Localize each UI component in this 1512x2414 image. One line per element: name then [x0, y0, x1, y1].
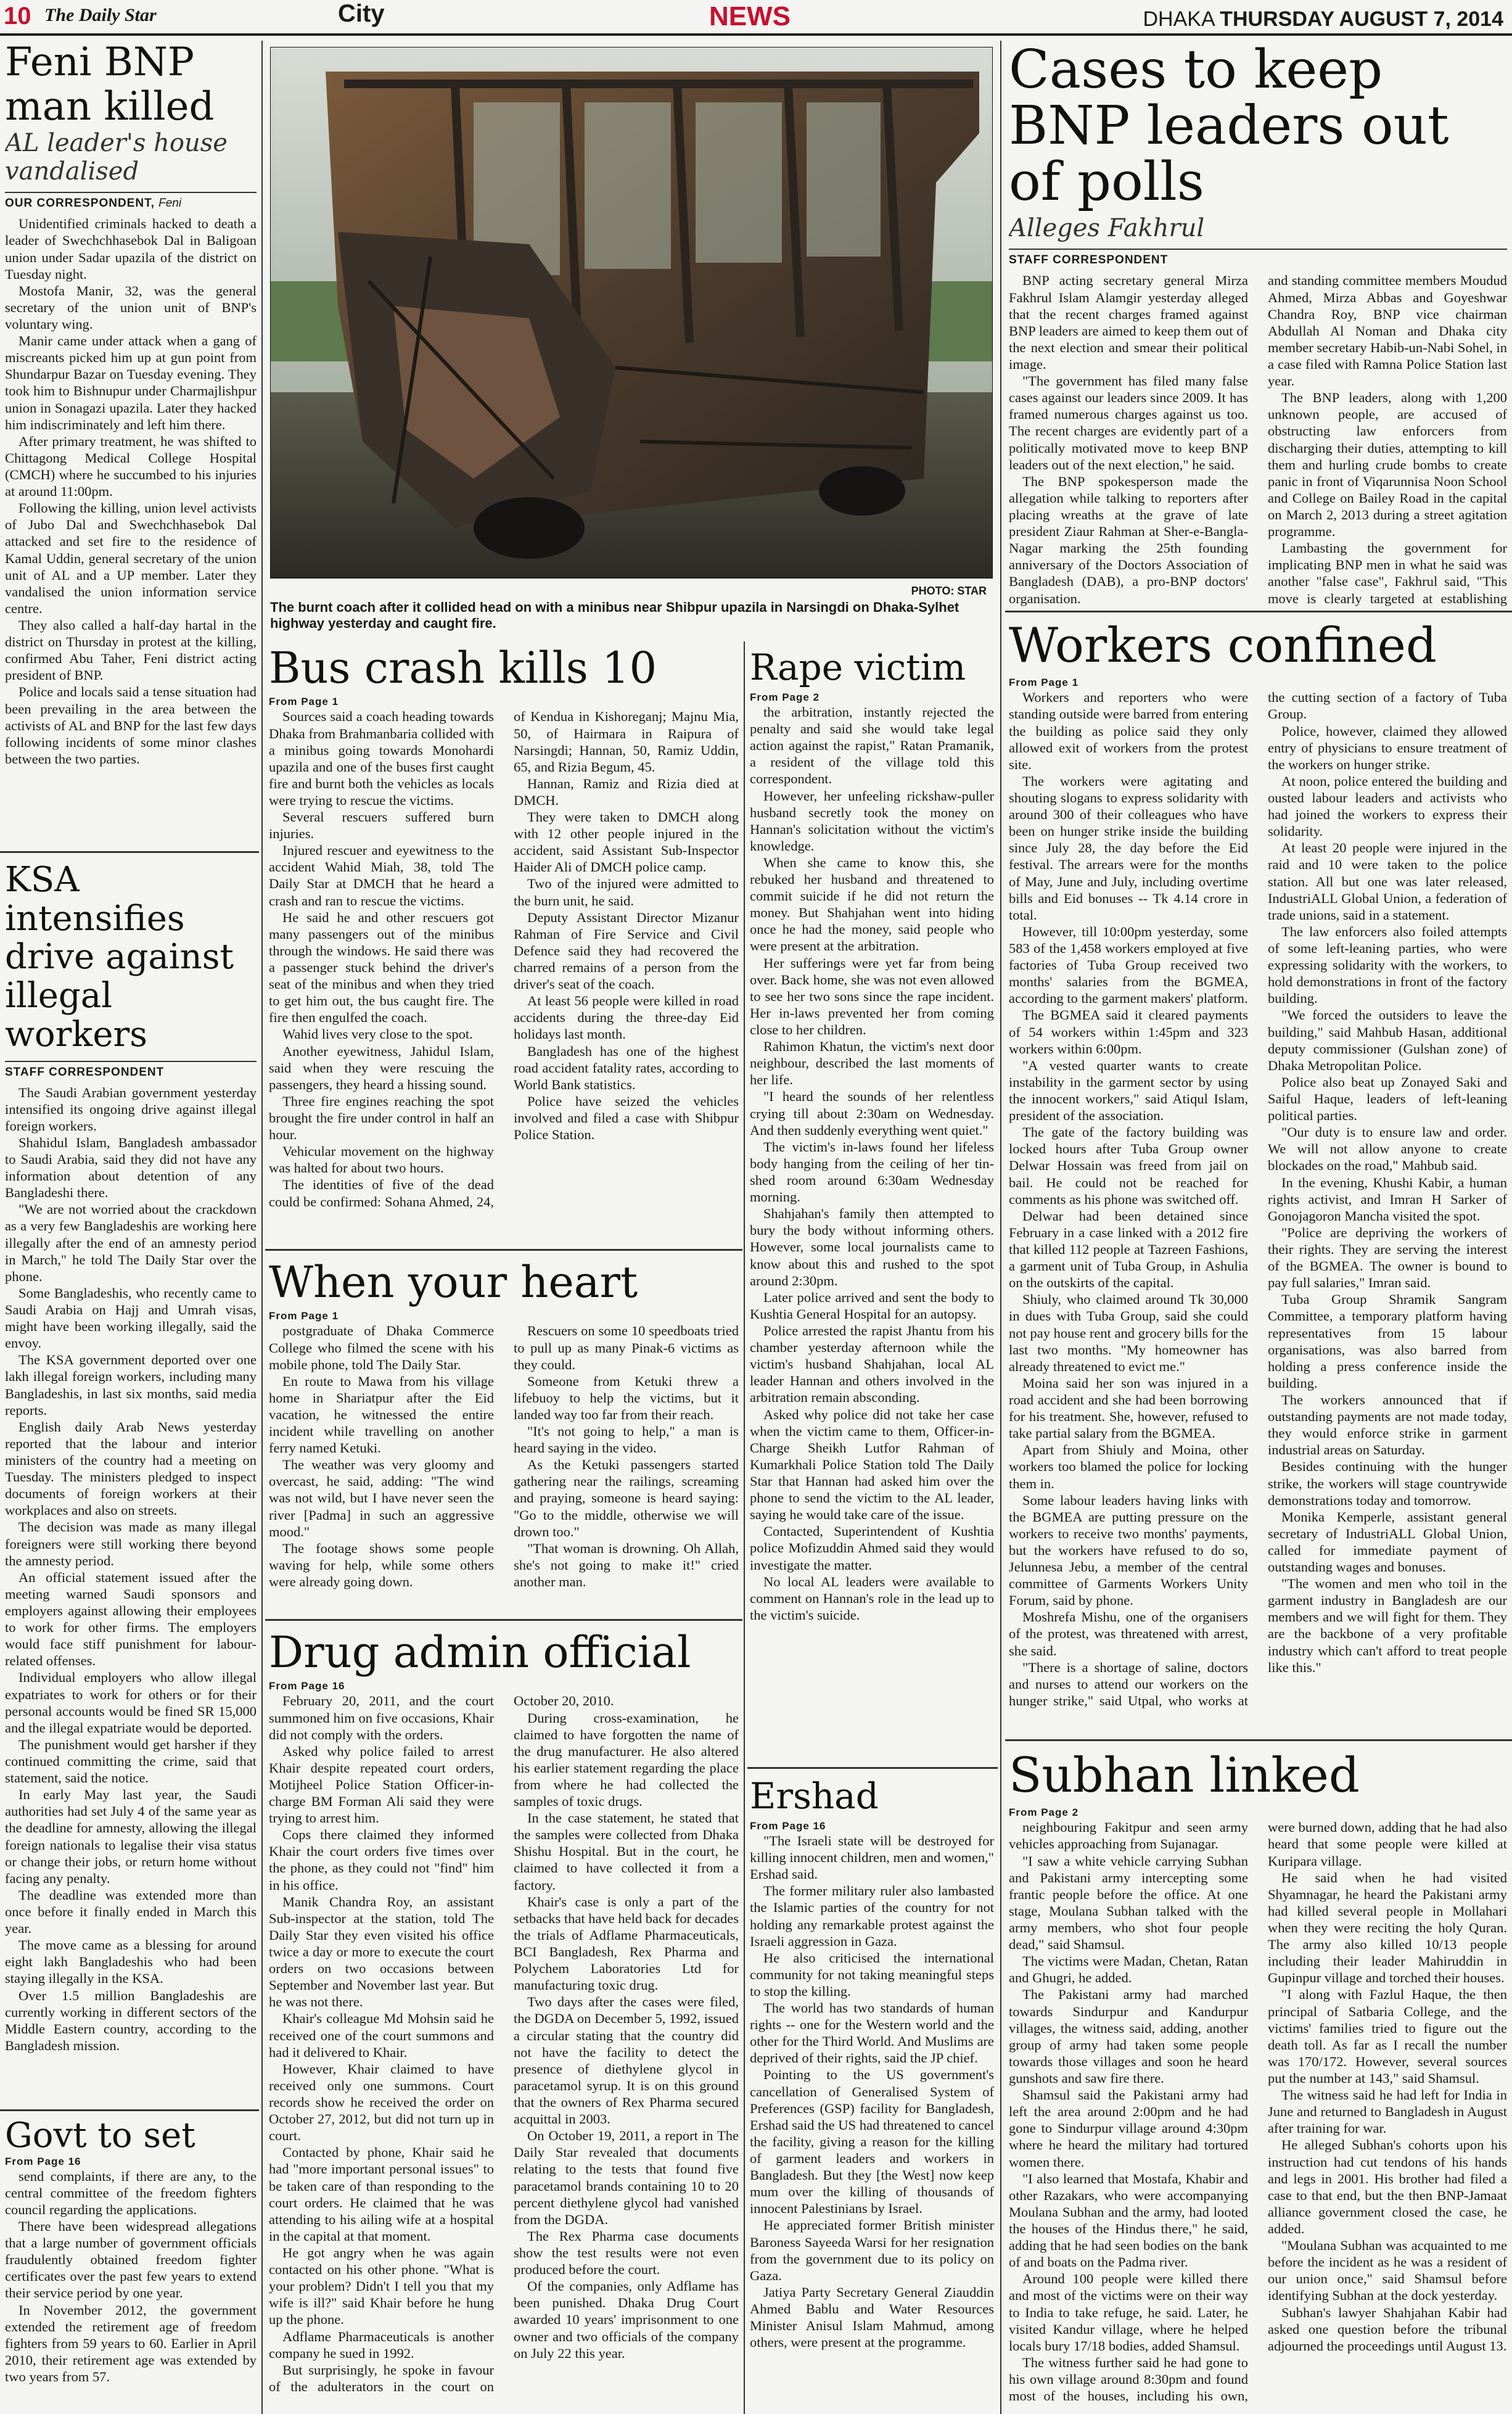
- paragraph: "There is a shortage of saline, doctors and nurses to attend our workers on the hunger strike," said Utpal, who works at the cutting section of a factory of Tuba Group.: [1009, 690, 1507, 1708]
- paragraph: In the case statement, he stated that the samples were collected from Dhaka Shishu Hospital. But in the court, he claimed to have collected it from a factory.: [514, 1810, 739, 1893]
- paragraph: send complaints, if there are any, to the central committee of the freedom fighters council regarding the applications.: [5, 2168, 257, 2217]
- paragraph: Asked why police did not take her case when the victim came to them, Officer-in-Charge Sheikh Lutfor Rahman of Kumarkhali Police Station told The Daily Star that Hannan had asked him over the phone to send the victim to the AL leader, saying he would take care of the issue.: [750, 1406, 994, 1523]
- paragraph: On October 19, 2011, a report in The Daily Star revealed that documents relating to the tests that found five paracetamol brands containing 10 to 20 percent diethylene glycol had vanished from the DGDA.: [514, 2128, 739, 2227]
- paragraph: Besides continuing with the hunger strike, the workers will stage countrywide demonstrations today and tomorrow.: [1268, 1459, 1507, 1508]
- paragraph: "That woman is drowning. Oh Allah, she's not going to make it!" cried another man.: [514, 1540, 739, 1590]
- paragraph: The workers announced that if outstanding payments are not made today, they would enforce strike in garment industrial areas on Saturday.: [1268, 1391, 1507, 1458]
- headline: Bus crash kills 10: [269, 644, 657, 693]
- paragraph: "A vested quarter wants to create instability in the garment sector by using the innocent workers," said Atiqul Islam, president of the association.: [1009, 1057, 1248, 1124]
- divider: [265, 1619, 742, 1621]
- paragraph: February 20, 2011, and the court summoned him on five occasions, Khair did not comply with the orders.: [269, 1693, 494, 1742]
- paragraph: The workers were agitating and shouting slogans to express solidarity with around 300 of their colleagues who have been on hunger strike inside the building since July 28, the day before the Eid festival. The arrears were for the months of May, June and July, including overtime bills and Eid bonuses -- Tk 4.14 crore in total.: [1009, 773, 1248, 923]
- byline: STAFF CORRESPONDENT: [5, 1061, 257, 1079]
- paragraph: Tuba Group Shramik Sangram Committee, a temporary platform having representatives from 15 labour organisations, was also barred from holding a press conference inside the building.: [1268, 1291, 1507, 1391]
- paragraph: "I also learned that Mostafa, Khabir and other Razakars, who were accompanying Moulana Subhan and the army, had looted the houses of the Hindus there," he said, adding that he had seen bodies on the bank of and boats on the Padma river.: [1009, 2170, 1248, 2270]
- headline: Rape victim: [750, 648, 966, 688]
- paragraph: Contacted by phone, Khair said he had "more important personal issues" to be taken care of than responding to the court orders. He claimed that he was attending to his ailing wife at a hospital in the capital at that moment.: [269, 2144, 494, 2244]
- article-body: [269, 708, 739, 1220]
- paragraph: Rescuers on some 10 speedboats tried to pull up as many Pinak-6 victims as they could.: [514, 1323, 739, 1372]
- headline: KSA intensifies drive against illegal workers: [5, 861, 234, 1055]
- article-govt: [5, 2117, 257, 2414]
- paragraph: The BNP spokesperson made the allegation while talking to reporters after placing wreaths at the grave of late president Ziaur Rahman at Sher-e-Bangla-Nagar marking the 25th founding anniversary of the Doctors Association of Bangladesh (DAB), a pro-BNP doctors' organisation.: [1009, 473, 1248, 606]
- paragraph: The Pakistani army had marched towards Sindurpur and Kandurpur villages, the witness said, adding, another group of army had taken some people towards those villages and soon he heard gunshots and saw fire there.: [1009, 1987, 1248, 2086]
- paragraph: Police also beat up Zonayed Saki and Saiful Haque, leaders of left-leaning political parties.: [1268, 1074, 1507, 1124]
- paragraph: Jatiya Party Secretary General Ziauddin Ahmed Bablu and Water Resources Minister Anisul Islam Mahmud, among others, were present at the programme.: [750, 2284, 994, 2350]
- paragraph: "Moulana Subhan was acquainted to me before the incident as he was a resident of our union once," said Shamsul before identifying Subhan at the dock yesterday.: [1268, 2238, 1507, 2304]
- paragraph: Two days after the cases were filed, the DGDA on December 5, 1992, issued a circular stating that the country did not have the facility to detect the presence of diethylene glycol in paracetamol syrup. It is on this ground that the owners of Rex Pharma secured acquittal in 2003.: [514, 1994, 739, 2127]
- paragraph: The gate of the factory building was locked hours after Tuba Group owner Delwar Hossain was freed from jail on bail. He could not be reached for comments as his phone was switched off.: [1009, 1124, 1248, 1207]
- divider: [1005, 611, 1512, 612]
- headline: When your heart: [269, 1258, 638, 1308]
- dateline: DHAKA THURSDAY AUGUST 7, 2014: [1143, 7, 1503, 31]
- paragraph: Manik Chandra Roy, an assistant Sub-inspector at the station, told The Daily Star they even visited his office twice a day or more to execute the court orders on two occasions between September and November last year. But he was not there.: [269, 1893, 494, 2010]
- paragraph: Khair's case is only a part of the setbacks that have held back for decades the trials of Adflame Pharmaceuticals, BCI Bangladesh, Rex Pharma and Polychem Laboratories Ltd for manufacturing toxic drug.: [514, 1893, 739, 1993]
- article-body: [1009, 689, 1507, 1725]
- paragraph: "I heard the sounds of her relentless crying till about 2:30am on Wednesday. And then suddenly everything went quiet.": [750, 1089, 994, 1138]
- jump-line: From Page 2: [750, 691, 820, 703]
- paragraph: At least 20 people were injured in the raid and 10 were taken to the police station. All but one was later released, IndustriALL Global Union, a federation of trade unions, said in a statement.: [1268, 840, 1507, 923]
- paragraph: Rahimon Khatun, the victim's next door neighbour, described the last moments of her life.: [750, 1039, 994, 1088]
- paragraph: Vehicular movement on the highway was halted for about two hours.: [269, 1143, 494, 1176]
- paragraph: Her sufferings were yet far from being over. Back home, she was not even allowed to see her two sons since the rape incident. Her in-laws prevented her from coming close to her children.: [750, 955, 994, 1038]
- article-body: [269, 1692, 739, 2408]
- paragraph: Later police arrived and sent the body to Kushtia General Hospital for an autopsy.: [750, 1289, 994, 1322]
- paragraph: During cross-examination, he claimed to have forgotten the name of the drug manufacturer. He also altered his earlier statement regarding the place from where he had collected the samples of toxic drugs.: [514, 1710, 739, 1810]
- paragraph: Police arrested the rapist Jhantu from his chamber yesterday afternoon while the victim's husband Shahjahan, local AL leader Hannan and others involved in the arbitration remain absconding.: [750, 1323, 994, 1406]
- paragraph: When she came to know this, she rebuked her husband and threatened to commit suicide if he did not return the money. But Shahjahan went into hiding once he had the money, said people who were present at the arbitration.: [750, 854, 994, 954]
- article-ershad: [750, 1776, 994, 2414]
- masthead-logo: The Daily Star: [44, 5, 157, 25]
- paragraph: Adflame Pharmaceuticals is another company he sued in 1992.: [269, 2328, 494, 2361]
- paragraph: Unidentified criminals hacked to death a leader of Swechchhasebok Dal in Baligoan union under Sadar upazila of the district on Tuesday night.: [5, 216, 257, 282]
- paragraph: However, her unfeeling rickshaw-puller husband secretly took the money on Hannan's solicitation without the victim's knowledge.: [750, 788, 994, 854]
- paragraph: Moina said her son was injured in a road accident and she had been borrowing for his treatment. She, however, refused to take partial salary from the BGMEA.: [1009, 1375, 1248, 1441]
- paragraph: the arbitration, instantly rejected the penalty and said she would take legal action against the rapist," Ratan Pramanik, a resident of the village told this correspondent.: [750, 704, 994, 787]
- article-body: [5, 2168, 257, 2385]
- paragraph: The BNP leaders, along with 1,200 unknown people, are accused of obstructing law enforcers from discharging their duties, attempting to kill them and hurling crude bombs to create panic in front of Viqarunnisa Noon School and College on Bailey Road in the capital on March 2, 2013 during a street agitation programme.: [1268, 390, 1507, 540]
- divider: [0, 851, 259, 853]
- paragraph: "Police are depriving the workers of their rights. They are serving the interest of the BGMEA. The owner is bound to pay full salaries," Imran said.: [1268, 1224, 1507, 1291]
- paragraph: Following the killing, union level activists of Jubo Dal and Swechchhasebok Dal attacked and set fire to the residence of Kamal Uddin, general secretary of the union unit of AL and a UP member. Later they vandalised the union information service centre.: [5, 500, 257, 616]
- paragraph: Asked why police failed to arrest Khair despite repeated court orders, Motijheel Police Station Officer-in-charge BM Forman Ali said they were trying to arrest him.: [269, 1743, 494, 1826]
- headline: Ershad: [750, 1776, 879, 1817]
- paragraph: "We forced the outsiders to leave the building," said Mahbub Hasan, additional deputy commissioner (Gulshan zone) of Dhaka Metropolitan Police.: [1268, 1007, 1507, 1073]
- paragraph: Deputy Assistant Director Mizanur Rahman of Fire Service and Civil Defence said they had recovered the charred remains of a person from the driver's seat of the coach.: [514, 909, 739, 992]
- article-body: [1009, 1819, 1507, 2411]
- paragraph: Hannan, Ramiz and Rizia died at DMCH.: [514, 775, 739, 808]
- paragraph: Three fire engines reaching the spot brought the fire under control in half an hour.: [269, 1093, 494, 1143]
- paragraph: But surprisingly, he spoke in favour of the adulterators in the court on October 20, 2010.: [269, 1693, 614, 2394]
- paragraph: Individual employers who allow illegal expatriates to work for others or for their personal accounts would be fined SR 15,000 and the illegal expatriate would be deported.: [5, 1670, 257, 1736]
- jump-line: From Page 1: [269, 1310, 339, 1322]
- paragraph: As the Ketuki passengers started gathering near the railings, screaming and praying, someone is heard saying: "Go to the middle, otherwise we will drown too.": [514, 1457, 739, 1539]
- paragraph: After primary treatment, he was shifted to Chittagong Medical College Hospital (CMCH) where he succumbed to his injuries at around 11:00pm.: [5, 433, 257, 500]
- paragraph: The world has two standards of human rights -- one for the Western world and the other for the Third World. And Muslims are deprived of their rights, said the JP chief.: [750, 2000, 994, 2066]
- jump-line: From Page 16: [269, 1680, 345, 1692]
- column-rule: [261, 41, 263, 2414]
- paragraph: However, Khair claimed to have received only one summons. Court records show he received the order on October 27, 2012, but did not turn up in court.: [269, 2061, 494, 2144]
- paragraph: Several rescuers suffered burn injuries.: [269, 809, 494, 842]
- paragraph: The victims were Madan, Chetan, Ratan and Ghugri, he added.: [1009, 1953, 1248, 1986]
- paragraph: They were taken to DMCH along with 12 other people injured in the accident, said Assistant Sub-Inspector Haider Ali of DMCH police camp.: [514, 809, 739, 875]
- paragraph: Someone from Ketuki threw a lifebuoy to help the victims, but it landed way too far from their reach.: [514, 1373, 739, 1422]
- photo-credit: PHOTO: STAR: [911, 585, 987, 597]
- page-header: [0, 0, 1512, 36]
- paragraph: Police, however, claimed they allowed entry of physicians to ensure treatment of the workers on hunger strike.: [1268, 723, 1507, 772]
- paragraph: They also called a half-day hartal in the district on Thursday in protest at the killing, confirmed Abu Taher, Feni district acting president of BNP.: [5, 617, 257, 683]
- paragraph: At least 56 people were killed in road accidents during the three-day Eid holidays last month.: [514, 993, 739, 1042]
- paragraph: Subhan's lawyer Shahjahan Kabir had asked one question before the tribunal adjourned the proceedings until August 13.: [1268, 2304, 1507, 2354]
- paragraph: "I along with Fazlul Haque, the then principal of Satbaria College, and the victims' families tried to figure out the death toll. As far as I recall the number was 170/172. However, several sources put the number at 143," said Shamsul.: [1268, 1987, 1507, 2086]
- paragraph: "The Israeli state will be destroyed for killing innocent children, men and women," Ershad said.: [750, 1832, 994, 1882]
- paragraph: Some Bangladeshis, who recently came to Saudi Arabia on Hajj and Umrah visas, might have been working illegally, said the envoy.: [5, 1285, 257, 1351]
- paragraph: Injured rescuer and eyewitness to the accident Wahid Miah, 38, told The Daily Star at DMCH that he heard a crash and ran to rescue the victims.: [269, 842, 494, 908]
- paragraph: Bangladesh has one of the highest road accident fatality rates, according to World Bank statistics.: [514, 1043, 739, 1092]
- divider: [747, 1767, 998, 1769]
- article-body: [5, 1084, 257, 2054]
- jump-line: From Page 1: [269, 696, 339, 708]
- paragraph: Pointing to the US government's cancellation of Generalised System of Preferences (GSP) facility for Bangladesh, Ershad said the US had threatened to cancel the facility, giving a reason for the killing of garment leaders and workers in Bangladesh. But they [the West] now keep mum over the killing of thousands of innocent Palestinians by Israel.: [750, 2067, 994, 2217]
- article-drug-admin: [269, 1628, 739, 2414]
- kicker: AL leader's house vandalised: [5, 129, 228, 186]
- article-body: [1009, 272, 1507, 607]
- article-ksa: [5, 861, 257, 2104]
- paragraph: He appreciated former British minister Baroness Sayeeda Warsi for her resignation from the government due to its policy on Gaza.: [750, 2217, 994, 2283]
- paragraph: The deadline was extended more than once before it finally ended in March this year.: [5, 1887, 257, 1937]
- paragraph: and standing committee members Moudud Ahmed, Mirza Abbas and Goyeshwar Chandra Roy, BNP vice chairman Abdullah Al Noman and Dhaka city member secretary Habib-un-Nabi Sohel, in a case filed with Ramna Police Station last year.: [1268, 273, 1507, 389]
- paragraph: "It's not going to help," a man is heard saying in the video.: [514, 1423, 739, 1456]
- paragraph: Police have seized the vehicles involved and filed a case with Shibpur Police Station.: [514, 1093, 739, 1143]
- section-header: NEWS: [709, 1, 791, 31]
- article-body: [750, 704, 994, 1623]
- paragraph: Khair's colleague Md Mohsin said he received one of the court summons and had it delivered to Khair.: [269, 2011, 494, 2060]
- page-number: 10: [4, 2, 31, 30]
- paragraph: In November 2012, the government extended the retirement age of freedom fighters from 59 years to 60. Earlier in April 2010, their retirement age was extended by two years from 57.: [5, 2302, 257, 2385]
- headline: Govt to set: [5, 2117, 195, 2156]
- paragraph: "Our duty is to ensure law and order. We will not allow anyone to create blockades on the road," Mahbub said.: [1268, 1124, 1507, 1174]
- paragraph: The Saudi Arabian government yesterday intensified its ongoing drive against illegal foreign workers.: [5, 1084, 257, 1134]
- paragraph: postgraduate of Dhaka Commerce College who filmed the scene with his mobile phone, told The Daily Star.: [269, 1323, 494, 1372]
- paragraph: The KSA government deported over one lakh illegal foreign workers, including many Bangladeshis, in last six months, said media reports.: [5, 1352, 257, 1418]
- paragraph: No local AL leaders were available to comment on Hannan's role in the lead up to the victim's suicide.: [750, 1573, 994, 1623]
- divider: [265, 1249, 742, 1251]
- paragraph: Over 1.5 million Bangladeshis are currently working in different sectors of the Middle Eastern country, according to the Bangladesh mission.: [5, 1987, 257, 2053]
- paragraph: Manir came under attack when a gang of miscreants picked him up at gun point from Shundarpur Bazar on Tuesday evening. They took him to Bishnupur under Charmajlishpur union in Sonagazi upazila. Later they hacked him indiscriminately and left him there.: [5, 333, 257, 432]
- paragraph: The witness further said he had gone to his own village around 8:30pm and found most of the houses, including his own, were burned down, adding that he had also heard that some people were killed at Kuripara village.: [1009, 1819, 1507, 2404]
- paragraph: Cops there claimed they informed Khair the court orders five times over the phone, as they could not "find" him in his office.: [269, 1827, 494, 1893]
- article-when-your-heart: [269, 1258, 739, 1616]
- paragraph: An official statement issued after the meeting warned Saudi sponsors and employers against allowing their employees to work for other firms. The employers would face stiff punishment for labour-related offenses.: [5, 1569, 257, 1669]
- headline: Cases to keep BNP leaders out of polls: [1009, 42, 1449, 213]
- paragraph: The decision was made as many illegal foreigners were still working there beyond the amnesty period.: [5, 1519, 257, 1568]
- paragraph: Mostofa Manir, 32, was the general secretary of the union unit of BNP's voluntary wing.: [5, 282, 257, 332]
- paragraph: At noon, police entered the building and ousted labour leaders and activists who had joined the workers to express their solidarity.: [1268, 773, 1507, 839]
- paragraph: The victim's in-laws found her lifeless body hanging from the ceiling of her tin-shed room around 6:30am Wednesday morning.: [750, 1139, 994, 1205]
- paragraph: Delwar had been detained since February in a case linked with a 2012 fire that killed 112 people at Tazreen Fashions, a garment unit of Tuba Group, in Ashulia on the outskirts of the capital.: [1009, 1208, 1248, 1291]
- paragraph: He said he and other rescuers got many passengers out of the minibus through the windows. He said there was a passenger stuck behind the driver's seat of the minibus and when they tried to get him out, the bus caught fire. The fire then engulfed the coach.: [269, 909, 494, 1026]
- article-body: [5, 215, 257, 767]
- headline: Workers confined: [1009, 619, 1437, 674]
- kicker: Alleges Fakhrul: [1009, 214, 1205, 243]
- paragraph: Shiuly, who claimed around Tk 30,000 in dues with Tuba Group, said she could not pay house rent and grocery bills for the last two months. "My homeowner has already threatened to evict me.": [1009, 1291, 1248, 1374]
- paragraph: Monika Kemperle, assistant general secretary of IndustriALL Global Union, called for immediate payment of outstanding wages and bonuses.: [1268, 1509, 1507, 1575]
- paragraph: Wahid lives very close to the spot.: [282, 1026, 473, 1042]
- paragraph: The witness said he had left for India in June and returned to Bangladesh in August after training for war.: [1268, 2087, 1507, 2136]
- burnt-bus-image: [270, 47, 993, 579]
- paragraph: Around 100 people were killed there and most of the victims were on their way to India to take refuge, he said. Later, he visited Kandur village, where he helped locals bury 17/18 bodies, added Shamsul.: [1009, 2271, 1248, 2354]
- paragraph: There have been widespread allegations that a large number of government officials fraudulently obtained freedom fighter certificates over the past few years to extend their service period by one year.: [5, 2218, 257, 2301]
- jump-line: From Page 2: [1009, 1806, 1079, 1819]
- paragraph: In the evening, Khushi Kabir, a human rights activist, and Imran H Sarker of Gonojagoron Mancha visited the spot.: [1268, 1174, 1507, 1224]
- paragraph: He got angry when he was again contacted on his other phone. "What is your problem? Didn't I tell you that my wife is ill?" said Khair before he hung up the phone.: [269, 2245, 494, 2328]
- paragraph: He alleged Subhan's cohorts upon his instruction had cut tendons of his hands and legs in 2001. His brother had filed a case to that end, but the then BNP-Jamaat alliance government closed the case, he added.: [1268, 2137, 1507, 2236]
- paragraph: En route to Mawa from his village home in Shariatpur after the Eid vacation, he witnessed the entire incident while travelling on another ferry named Ketuki.: [269, 1373, 494, 1456]
- paragraph: The former military ruler also lambasted the Islamic parties of the country for not holding any remarkable protest against the Israeli aggression in Gaza.: [750, 1883, 994, 1949]
- paragraph: neighbouring Fakitpur and seen army vehicles approaching from Sujanagar.: [1009, 1819, 1248, 1852]
- paragraph: BNP acting secretary general Mirza Fakhrul Islam Alamgir yesterday alleged that the recent charges framed against BNP leaders are aimed to keep them out of the next election and smear their political image.: [1009, 273, 1248, 373]
- paragraph: However, till 10:00pm yesterday, some 583 of the 1,458 workers employed at five factories of Tuba Group received two months' salaries from the BGMEA, according to the garment makers' platform.: [1009, 923, 1248, 1007]
- jump-line: From Page 16: [5, 2155, 81, 2167]
- paragraph: The Rex Pharma case documents show the test results were not even produced before the court.: [514, 2228, 739, 2278]
- paragraph: Apart from Shiuly and Moina, other workers too blamed the police for locking them in.: [1009, 1442, 1248, 1491]
- paragraph: In early May last year, the Saudi authorities had set July 4 of the same year as the deadline for amnesty, allowing the illegal foreign nationals to legalise their visa status or change their jobs, or return home without facing any penalty.: [5, 1787, 257, 1886]
- paragraph: Moshrefa Mishu, one of the organisers of the protest, was threatened with arrest, she said.: [1009, 1609, 1248, 1658]
- byline: STAFF CORRESPONDENT: [1009, 249, 1507, 267]
- byline: OUR CORRESPONDENT, Feni: [5, 192, 257, 210]
- paragraph: The identities of five of the dead could be confirmed: Sohana Ahmed, 24, of Kendua in Kishoreganj; Majnu Mia, 50, of Hairmara in Raipura of Narsingdi; Hannan, 50, Ramiz Uddin, 65, and Rizia Begum, 45.: [269, 709, 739, 1209]
- paragraph: Workers and reporters who were standing outside were barred from entering the building as police said they only allowed exit of workers from the protest site.: [1009, 690, 1248, 772]
- article-body: [750, 1832, 994, 2350]
- paragraph: Shahjahan's family then attempted to bury the body without informing others. However, some local journalists came to know about this and rushed to the spot around 2:30pm.: [750, 1206, 994, 1288]
- paragraph: Shamsul said the Pakistani army had left the area around 2:00pm and he had gone to Sindurpur village around 4:30pm where he heard the military had tortured women there.: [1009, 2087, 1248, 2170]
- article-bus-crash: [269, 644, 739, 1242]
- article-feni: [5, 41, 257, 846]
- headline: Subhan linked: [1009, 1749, 1360, 1803]
- jump-line: From Page 16: [750, 1819, 826, 1832]
- paragraph: The weather was very gloomy and overcast, he said, adding: "The wind was not wild, but I have never seen the river [Padma] in such an aggressive mood.": [269, 1457, 494, 1539]
- paragraph: "The women and men who toil in the garment industry in Bangladesh are our members and we will fight for them. They are the backbone of a very profitable industry which can't afford to treat people like this.": [1268, 1576, 1507, 1675]
- paragraph: Some labour leaders having links with the BGMEA are putting pressure on the workers to receive two months' payments, but the workers have refused to do so, Jelunnesa Jebu, a member of the central committee of Garments Workers Unity Forum, said by phone.: [1009, 1492, 1248, 1609]
- paragraph: Contacted, Superintendent of Kushtia police Mofizuddin Ahmed said they would investigate the matter.: [750, 1523, 994, 1573]
- paragraph: He said when he had visited Shyamnagar, he heard the Pakistani army had killed several people in Mollahari when they were reciting the holy Quran. The army also killed 10/13 people including their leader Mahiruddin in Gupinpur village and torched their houses.: [1268, 1869, 1507, 1986]
- paragraph: The move came as a blessing for around eight lakh Bangladeshis who had been staying illegally in the KSA.: [5, 1937, 257, 1987]
- paragraph: He also criticised the international community for not taking meaningful steps to stop the killing.: [750, 1950, 994, 1999]
- section-name: City: [338, 0, 385, 27]
- paragraph: The law enforcers also foiled attempts of some left-leaning parties, who were expressing solidarity with the workers, to hold demonstrations in front of the factory building.: [1268, 923, 1507, 1007]
- paragraph: The BGMEA said it cleared payments of 54 workers within 1:45pm and 323 workers within 6:00pm.: [1009, 1007, 1248, 1057]
- article-workers-confined: [1009, 619, 1507, 1734]
- paragraph: "We are not worried about the crackdown as a very few Bangladeshis are working here illegally after the end of an amnesty period in March," he told The Daily Star over the phone.: [5, 1201, 257, 1284]
- paragraph: The footage shows some people waving for help, while some others were already going down.: [269, 1540, 494, 1590]
- paragraph: "The government has filed many false cases against our leaders since 2009. It has framed numerous charges against us too. The recent charges are evidently part of a politically motivated move to keep BNP leaders out of the next election," he said.: [1009, 373, 1248, 472]
- paragraph: Two of the injured were admitted to the burn unit, he said.: [514, 876, 739, 908]
- paragraph: The punishment would get harsher if they continued committing the crime, said that statement, said the notice.: [5, 1736, 257, 1786]
- article-body: [269, 1322, 739, 1606]
- paragraph: Of the companies, only Adflame has been punished. Dhaka Drug Court awarded 10 years' imprisonment to one owner and two officials of the company on July 22 this year.: [514, 2278, 739, 2361]
- article-subhan-linked: [1009, 1749, 1507, 2414]
- paragraph: English daily Arab News yesterday reported that the labour and interior ministers of the country had a meeting on Tuesday. The ministers pledged to inspect documents of foreign workers at their workplaces and also on streets.: [5, 1419, 257, 1518]
- divider: [1005, 1739, 1512, 1741]
- column-rule: [744, 641, 745, 2414]
- headline: Drug admin official: [269, 1628, 691, 1678]
- paragraph: Another eyewitness, Jahidul Islam, said when they were rescuing the passengers, they heard a hissing sound.: [269, 1043, 494, 1092]
- article-cases: [1009, 42, 1507, 607]
- paragraph: Police and locals said a tense situation had been prevailing in the area between the activists of AL and BNP for the last few days following incidents of some minor clashes between the two parties.: [5, 684, 257, 767]
- bus-photo: [270, 47, 993, 579]
- divider: [0, 2109, 259, 2111]
- paragraph: Shahidul Islam, Bangladesh ambassador to Saudi Arabia, said they did not have any information about detention of any Bangladeshi there.: [5, 1134, 257, 1201]
- article-rape-victim: [750, 648, 994, 1761]
- photo-caption: The burnt coach after it collided head on with a minibus near Shibpur upazila in Narsingdi on Dhaka-Sylhet highway yesterday and caught fire.: [270, 599, 959, 632]
- paragraph: "I saw a white vehicle carrying Subhan and Pakistani army intercepting some frantic people before the office. At one stage, Moulana Subhan talked with the army members, who shot four people dead," said Shamsul.: [1009, 1853, 1248, 1953]
- column-rule: [1000, 41, 1001, 2414]
- paragraph: Lambasting the government for implicating BNP men in what he said was another "false case", Fakhrul said, "This move is clearly targeted at establishing: [1268, 540, 1507, 606]
- jump-line: From Page 1: [1009, 677, 1079, 689]
- headline: Feni BNP man killed: [5, 41, 215, 130]
- paragraph: Sources said a coach heading towards Dhaka from Brahmanbaria collided with a minibus going towards Monohardi upazila and one of the buses first caught fire and burnt both the vehicles as locals were trying to rescue the victims.: [269, 709, 494, 808]
